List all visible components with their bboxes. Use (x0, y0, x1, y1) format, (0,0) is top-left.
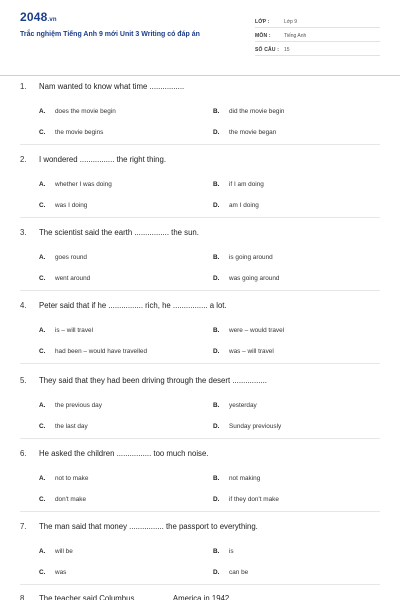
option-text: don't make (55, 496, 87, 503)
option-letter: C. (39, 129, 46, 136)
question-text (20, 376, 267, 385)
option-letter: D. (213, 129, 220, 136)
brand-sub: .vn (47, 17, 57, 23)
brand-logo[interactable] (20, 10, 57, 24)
question-divider (20, 144, 380, 145)
question-text (20, 301, 227, 310)
option-c[interactable] (39, 496, 86, 503)
option-letter: D. (213, 569, 220, 576)
question-divider (20, 584, 380, 585)
option-text: yesterday (229, 402, 257, 409)
option-text: if I am doing (229, 181, 264, 188)
meta-key: LỚP : (255, 19, 270, 25)
option-c[interactable] (39, 569, 66, 576)
question-stem: The teacher said Columbus ................ America in 1942. (39, 594, 232, 600)
question-number: 8. (20, 594, 27, 600)
option-c[interactable] (39, 129, 103, 136)
question-number: 5. (20, 376, 27, 385)
question-divider (20, 511, 380, 512)
option-text: is going around (229, 254, 273, 261)
option-c[interactable] (39, 202, 87, 209)
option-letter: B. (213, 327, 220, 334)
question-number: 2. (20, 155, 27, 164)
option-text: not to make (55, 475, 89, 482)
option-text: whether I was doing (55, 181, 112, 188)
option-letter: A. (39, 254, 46, 261)
option-d[interactable] (213, 496, 279, 503)
meta-row-subject (255, 30, 380, 42)
option-b[interactable] (213, 548, 234, 555)
option-letter: B. (213, 254, 220, 261)
option-text: the movie began (229, 129, 277, 136)
option-letter: C. (39, 202, 46, 209)
option-text: does the movie begin (55, 108, 116, 115)
option-letter: B. (213, 475, 220, 482)
option-letter: C. (39, 569, 46, 576)
option-text: goes round (55, 254, 87, 261)
question-text (20, 82, 184, 91)
option-letter: B. (213, 402, 220, 409)
option-a[interactable] (39, 548, 73, 555)
option-a[interactable] (39, 402, 102, 409)
option-b[interactable] (213, 254, 273, 261)
option-letter: A. (39, 475, 46, 482)
option-letter: B. (213, 548, 220, 555)
option-text: did the movie begin (229, 108, 285, 115)
option-text: is – will travel (55, 327, 93, 334)
option-letter: B. (213, 108, 220, 115)
option-letter: D. (213, 348, 220, 355)
option-a[interactable] (39, 475, 88, 482)
option-d[interactable] (213, 202, 259, 209)
question-stem: I wondered ................ the right thing. (39, 155, 166, 164)
option-a[interactable] (39, 181, 112, 188)
question-stem: Peter said that if he ................ rich, he ................ a lot. (39, 301, 227, 310)
option-text: Sunday previously (229, 423, 282, 430)
option-a[interactable] (39, 254, 87, 261)
option-letter: A. (39, 181, 46, 188)
question-number: 7. (20, 522, 27, 531)
option-letter: D. (213, 275, 220, 282)
option-a[interactable] (39, 327, 93, 334)
option-letter: C. (39, 496, 46, 503)
option-letter: C. (39, 275, 46, 282)
option-text: is (229, 548, 234, 555)
option-text: was (55, 569, 67, 576)
question-stem: They said that they had been driving through the desert ................ (39, 376, 267, 385)
option-text: was I doing (55, 202, 88, 209)
question-text (20, 228, 199, 237)
option-text: am I doing (229, 202, 259, 209)
option-letter: A. (39, 327, 46, 334)
document-title: Trắc nghiệm Tiếng Anh 9 mới Unit 3 Writing có đáp án (20, 31, 200, 38)
question-divider (20, 290, 380, 291)
meta-key: SỐ CÂU : (255, 47, 280, 53)
option-letter: A. (39, 548, 46, 555)
option-d[interactable] (213, 348, 274, 355)
option-text: the movie begins (55, 129, 104, 136)
option-b[interactable] (213, 327, 284, 334)
option-c[interactable] (39, 348, 147, 355)
question-stem: The scientist said the earth ................ the sun. (39, 228, 199, 237)
question-text (20, 522, 258, 531)
option-c[interactable] (39, 275, 90, 282)
option-d[interactable] (213, 569, 248, 576)
option-letter: C. (39, 348, 46, 355)
meta-value: 15 (284, 47, 290, 53)
brand-main: 2048 (20, 10, 48, 24)
question-stem: The man said that money ................ the passport to everything. (39, 522, 258, 531)
option-letter: D. (213, 202, 220, 209)
option-a[interactable] (39, 108, 116, 115)
option-text: not making (229, 475, 261, 482)
option-letter: C. (39, 423, 46, 430)
option-text: if they don't make (229, 496, 279, 503)
meta-row-grade (255, 16, 380, 28)
meta-key: MÔN : (255, 33, 271, 39)
question-text (20, 155, 166, 164)
option-letter: A. (39, 402, 46, 409)
option-b[interactable] (213, 108, 284, 115)
option-d[interactable] (213, 423, 281, 430)
question-number: 4. (20, 301, 27, 310)
question-text (20, 594, 231, 600)
option-text: were – would travel (229, 327, 285, 334)
meta-value: Lớp 9 (284, 19, 298, 25)
option-text: was – will travel (229, 348, 274, 355)
question-number: 6. (20, 449, 27, 458)
question-stem: He asked the children ................ too much noise. (39, 449, 209, 458)
question-text (20, 449, 208, 458)
option-b[interactable] (213, 475, 260, 482)
option-b[interactable] (213, 402, 257, 409)
option-letter: A. (39, 108, 46, 115)
option-b[interactable] (213, 181, 264, 188)
option-c[interactable] (39, 423, 88, 430)
question-stem: Nam wanted to know what time ................ (39, 82, 185, 91)
option-text: the previous day (55, 402, 102, 409)
option-letter: D. (213, 423, 220, 430)
meta-row-count (255, 44, 380, 56)
option-text: went around (55, 275, 91, 282)
option-text: had been – would have travelled (55, 348, 148, 355)
option-text: was going around (229, 275, 280, 282)
option-letter: D. (213, 496, 220, 503)
question-divider (20, 363, 380, 364)
question-divider (20, 217, 380, 218)
option-d[interactable] (213, 275, 279, 282)
question-number: 3. (20, 228, 27, 237)
question-number: 1. (20, 82, 27, 91)
option-text: can be (229, 569, 249, 576)
option-text: will be (55, 548, 73, 555)
option-text: the last day (55, 423, 88, 430)
worksheet-header (0, 0, 400, 76)
option-d[interactable] (213, 129, 276, 136)
question-divider (20, 438, 380, 439)
option-letter: B. (213, 181, 220, 188)
meta-value: Tiếng Anh (284, 33, 307, 39)
